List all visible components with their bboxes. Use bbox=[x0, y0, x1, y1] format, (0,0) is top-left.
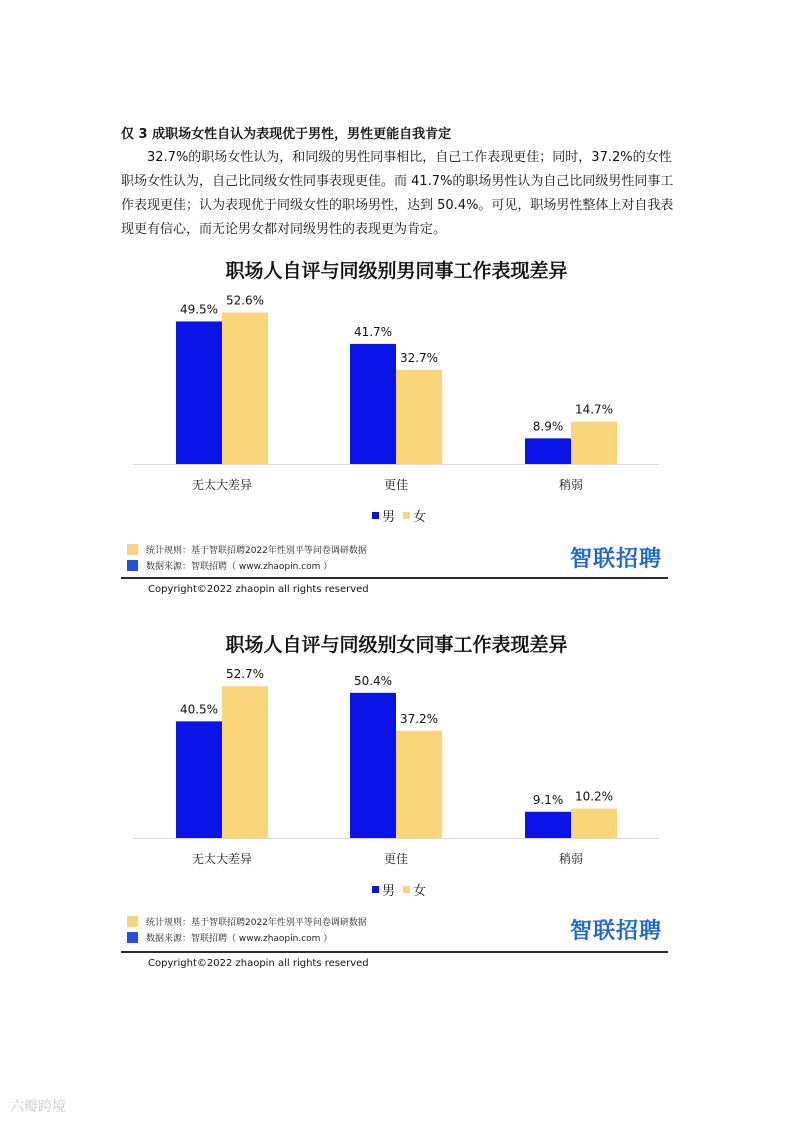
chart-male-colleague bbox=[0, 250, 793, 610]
x-tick-label-2: 稍弱 bbox=[558, 852, 584, 866]
legend-item-female bbox=[403, 506, 426, 525]
footer-rule-box bbox=[127, 544, 138, 555]
watermark-logo: 六瓣跨境 bbox=[10, 1099, 66, 1115]
footer-source-line bbox=[127, 931, 332, 944]
footer-rule-text: 统计规则：基于智联招聘2022年性别平等问卷调研数据 bbox=[146, 918, 367, 928]
footer-source-line bbox=[127, 559, 332, 572]
data-label-male-2: 8.9% bbox=[532, 419, 564, 434]
footer-rule-line bbox=[127, 915, 367, 928]
x-tick-label-1: 更佳 bbox=[383, 478, 409, 492]
legend-swatch-female bbox=[403, 512, 410, 519]
bar-female-1 bbox=[396, 370, 442, 464]
data-label-male-0: 40.5% bbox=[179, 702, 219, 717]
data-label-male-1: 41.7% bbox=[353, 324, 393, 339]
x-tick-label-1: 更佳 bbox=[383, 852, 409, 866]
legend-item-female bbox=[403, 880, 426, 899]
chart-legend bbox=[372, 880, 434, 899]
bar-male-0 bbox=[176, 721, 222, 838]
legend-label-male: 男 bbox=[382, 510, 396, 525]
bar-male-2 bbox=[525, 438, 571, 464]
brand-logo: 智联招聘 bbox=[570, 547, 663, 572]
footer-source-box bbox=[127, 560, 138, 571]
data-label-female-2: 14.7% bbox=[574, 402, 614, 417]
data-label-male-1: 50.4% bbox=[353, 673, 393, 688]
legend-label-male: 男 bbox=[382, 884, 396, 899]
data-label-female-0: 52.6% bbox=[225, 293, 265, 308]
footer-rule-text: 统计规则：基于智联招聘2022年性别平等问卷调研数据 bbox=[146, 546, 367, 556]
chart-title: 职场人自评与同级别女同事工作表现差异 bbox=[225, 634, 568, 656]
footer-divider bbox=[121, 951, 668, 953]
bar-female-0 bbox=[222, 313, 268, 464]
bar-male-1 bbox=[350, 693, 396, 838]
x-tick-label-0: 无太大差异 bbox=[191, 852, 253, 866]
section-heading: 仅 3 成职场女性自认为表现优于男性，男性更能自我肯定 bbox=[121, 127, 452, 142]
data-label-female-2: 10.2% bbox=[574, 789, 614, 804]
brand-logo: 智联招聘 bbox=[570, 919, 663, 944]
legend-swatch-female bbox=[403, 886, 410, 893]
legend-swatch-male bbox=[372, 512, 379, 519]
footer-source-text: 数据来源：智联招聘（ www.zhaopin.com ） bbox=[146, 934, 333, 944]
data-label-male-0: 49.5% bbox=[179, 302, 219, 317]
footer-rule-box bbox=[127, 916, 138, 927]
x-tick-label-2: 稍弱 bbox=[558, 478, 584, 492]
data-label-female-0: 52.7% bbox=[225, 667, 265, 682]
bar-chart-plot bbox=[0, 624, 793, 874]
chart-legend bbox=[372, 506, 434, 525]
bar-female-2 bbox=[571, 809, 617, 838]
legend-item-male bbox=[372, 506, 395, 525]
bar-male-2 bbox=[525, 812, 571, 838]
footer-source-text: 数据来源：智联招聘（ www.zhaopin.com ） bbox=[146, 562, 333, 572]
footer-divider bbox=[121, 577, 668, 579]
copyright-text: Copyright©2022 zhaopin all rights reserved bbox=[148, 584, 369, 595]
legend-swatch-male bbox=[372, 886, 379, 893]
bar-male-1 bbox=[350, 344, 396, 464]
legend-item-male bbox=[372, 880, 395, 899]
bar-female-2 bbox=[571, 422, 617, 464]
copyright-text: Copyright©2022 zhaopin all rights reserved bbox=[148, 958, 369, 969]
footer-source-box bbox=[127, 932, 138, 943]
data-label-male-2: 9.1% bbox=[532, 792, 564, 807]
data-label-female-1: 37.2% bbox=[399, 711, 439, 726]
bar-male-0 bbox=[176, 321, 222, 464]
legend-label-female: 女 bbox=[413, 884, 427, 899]
bar-female-0 bbox=[222, 686, 268, 838]
legend-label-female: 女 bbox=[413, 510, 427, 525]
footer-rule-line bbox=[127, 543, 367, 556]
section-paragraph: 32.7%的职场女性认为，和同级的男性同事相比，自己工作表现更佳；同时，37.2%的女性职场女性认为，自己比同级女性同事表现更佳。而 41.7%的职场男性认为自己比同级男性同事工作表现更佳；认为表现优于同级女性的职场男性，达到 50.4%。可见，职场男性整体上对自我表现更有信心，而无论男女都对同级男性的表现更为肯定。 bbox=[121, 150, 674, 237]
bar-chart-plot bbox=[0, 250, 793, 500]
x-tick-label-0: 无太大差异 bbox=[191, 478, 253, 492]
data-label-female-1: 32.7% bbox=[399, 350, 439, 365]
bar-female-1 bbox=[396, 731, 442, 838]
chart-female-colleague bbox=[0, 624, 793, 984]
chart-title: 职场人自评与同级别男同事工作表现差异 bbox=[225, 260, 568, 282]
